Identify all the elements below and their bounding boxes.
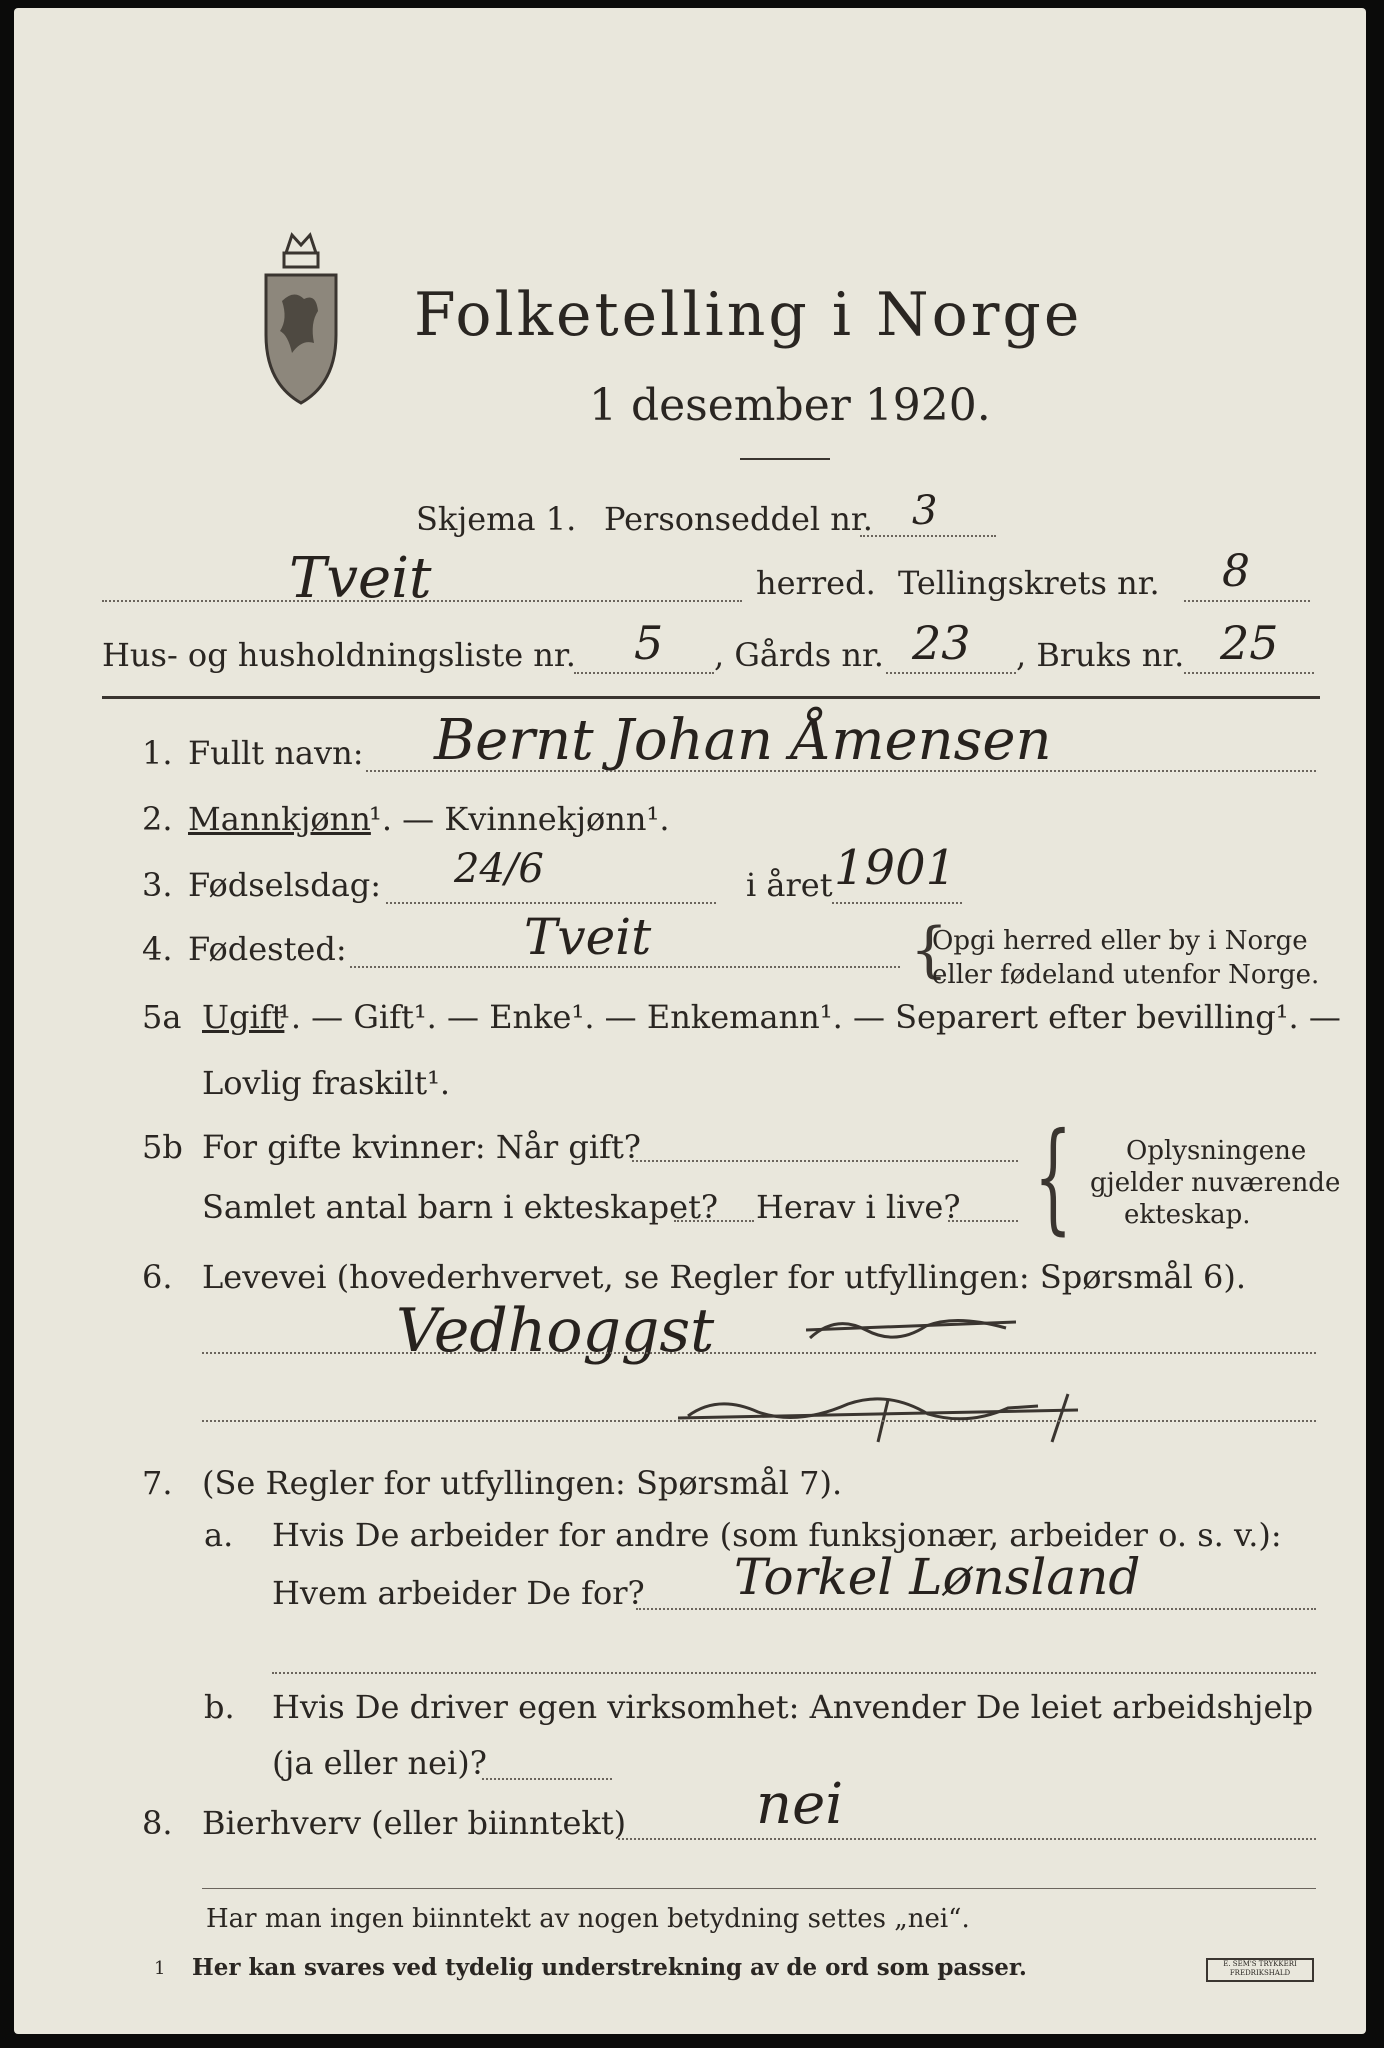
printer-stamp: E. SEM'S TRYKKERI FREDRIKSHALD [1206,1958,1314,1982]
census-date: 1 desember 1920. [589,380,991,431]
gards-value: 23 [912,616,971,670]
q8-label: Bierhverv (eller biinntekt) [202,1804,627,1842]
header-rule [102,696,1320,699]
q5b-label-2: Samlet antal barn i ekteskapet? [202,1188,719,1226]
q7-label: (Se Regler for utfyllingen: Spørsmål 7). [202,1464,843,1502]
herred-label: herred. [756,564,876,602]
gards-label: , Gårds nr. [714,636,884,674]
q5b-note-1: Oplysningene [1126,1136,1307,1166]
q7a-num: a. [204,1516,234,1554]
q5b-num: 5b [142,1128,183,1166]
q5b-brace: { [1034,1108,1073,1247]
person-label: Personseddel nr. [604,500,873,538]
krets-value: 8 [1222,546,1250,597]
q2-options-rest: ¹. — Kvinnekjønn¹. [369,800,670,838]
q4-birthplace-value: Tveit [524,908,652,966]
bruks-value: 25 [1220,616,1279,670]
q1-label: Fullt navn: [188,734,364,772]
q2-num: 2. [142,800,173,838]
q5a-num: 5a [142,998,182,1036]
q7a-label-1: Hvis De arbeider for andre (som funksjonær, arbeider o. s. v.): [272,1516,1282,1554]
q6-struck-out-1 [806,1308,1016,1348]
q4-label: Fødested: [188,930,347,968]
q7a-label-2: Hvem arbeider De for? [272,1574,645,1612]
q3-year-label: i året [746,866,833,904]
census-form [14,8,1366,2034]
footnote-text: Her kan svares ved tydelig understrekning av de ord som passer. [192,1954,1027,1981]
household-value: 5 [634,616,664,670]
q4-note-2: eller fødeland utenfor Norge. [932,960,1320,990]
q5a-line2: Lovlig fraskilt¹. [202,1064,451,1102]
q7b-num: b. [204,1688,235,1726]
q3-label: Fødselsdag: [188,866,382,904]
q4-note-1: Opgi herred eller by i Norge [932,926,1308,956]
q3-birthday-value: 24/6 [454,846,544,892]
q1-name-value: Bernt Johan Åmensen [434,708,1052,773]
q4-num: 4. [142,930,173,968]
coat-of-arms-icon [258,223,344,413]
form-title: Folketelling i Norge [414,280,1083,350]
footer-rule [202,1888,1316,1889]
q5b-label-1: For gifte kvinner: Når gift? [202,1128,641,1166]
footnote-marker: 1 [154,1958,166,1979]
q6-num: 6. [142,1258,173,1296]
q1-num: 1. [142,734,173,772]
q7b-label-1: Hvis De driver egen virksomhet: Anvender De leiet arbeidshjelp [272,1688,1314,1726]
q4-brace: { [910,915,949,985]
q3-num: 3. [142,866,173,904]
q5b-note-3: ekteskap. [1124,1200,1251,1230]
bruks-label: , Bruks nr. [1016,636,1185,674]
q6-occupation-value: Vedhoggst [396,1296,715,1366]
q6-struck-out-2 [678,1380,1078,1446]
divider [740,458,830,460]
q8-value: nei [756,1772,844,1837]
q7b-label-2: (ja eller nei)? [272,1744,487,1782]
q6-label: Levevei (hovederhvervet, se Regler for utfyllingen: Spørsmål 6). [202,1258,1247,1296]
q5b-note-2: gjelder nuværende [1090,1168,1341,1198]
schema-label: Skjema 1. [416,500,577,538]
footer-note: Har man ingen biinntekt av nogen betydning settes „nei“. [206,1904,970,1934]
q7a-employer-value: Torkel Lønsland [734,1548,1141,1606]
q3-year-value: 1901 [834,840,957,896]
q2-male-option: Mannkjønn [188,800,371,838]
q5b-label-3: Herav i live? [756,1188,961,1226]
person-nr-value: 3 [912,488,938,534]
q7-num: 7. [142,1464,173,1502]
q5a-options-rest: ¹. — Gift¹. — Enke¹. — Enkemann¹. — Separert efter bevilling¹. — [278,998,1341,1036]
herred-value: Tveit [289,546,432,611]
krets-label: Tellingskrets nr. [898,564,1160,602]
household-label: Hus- og husholdningsliste nr. [102,636,576,674]
q5a-unmarried-option: Ugift [202,998,285,1036]
q8-num: 8. [142,1804,173,1842]
